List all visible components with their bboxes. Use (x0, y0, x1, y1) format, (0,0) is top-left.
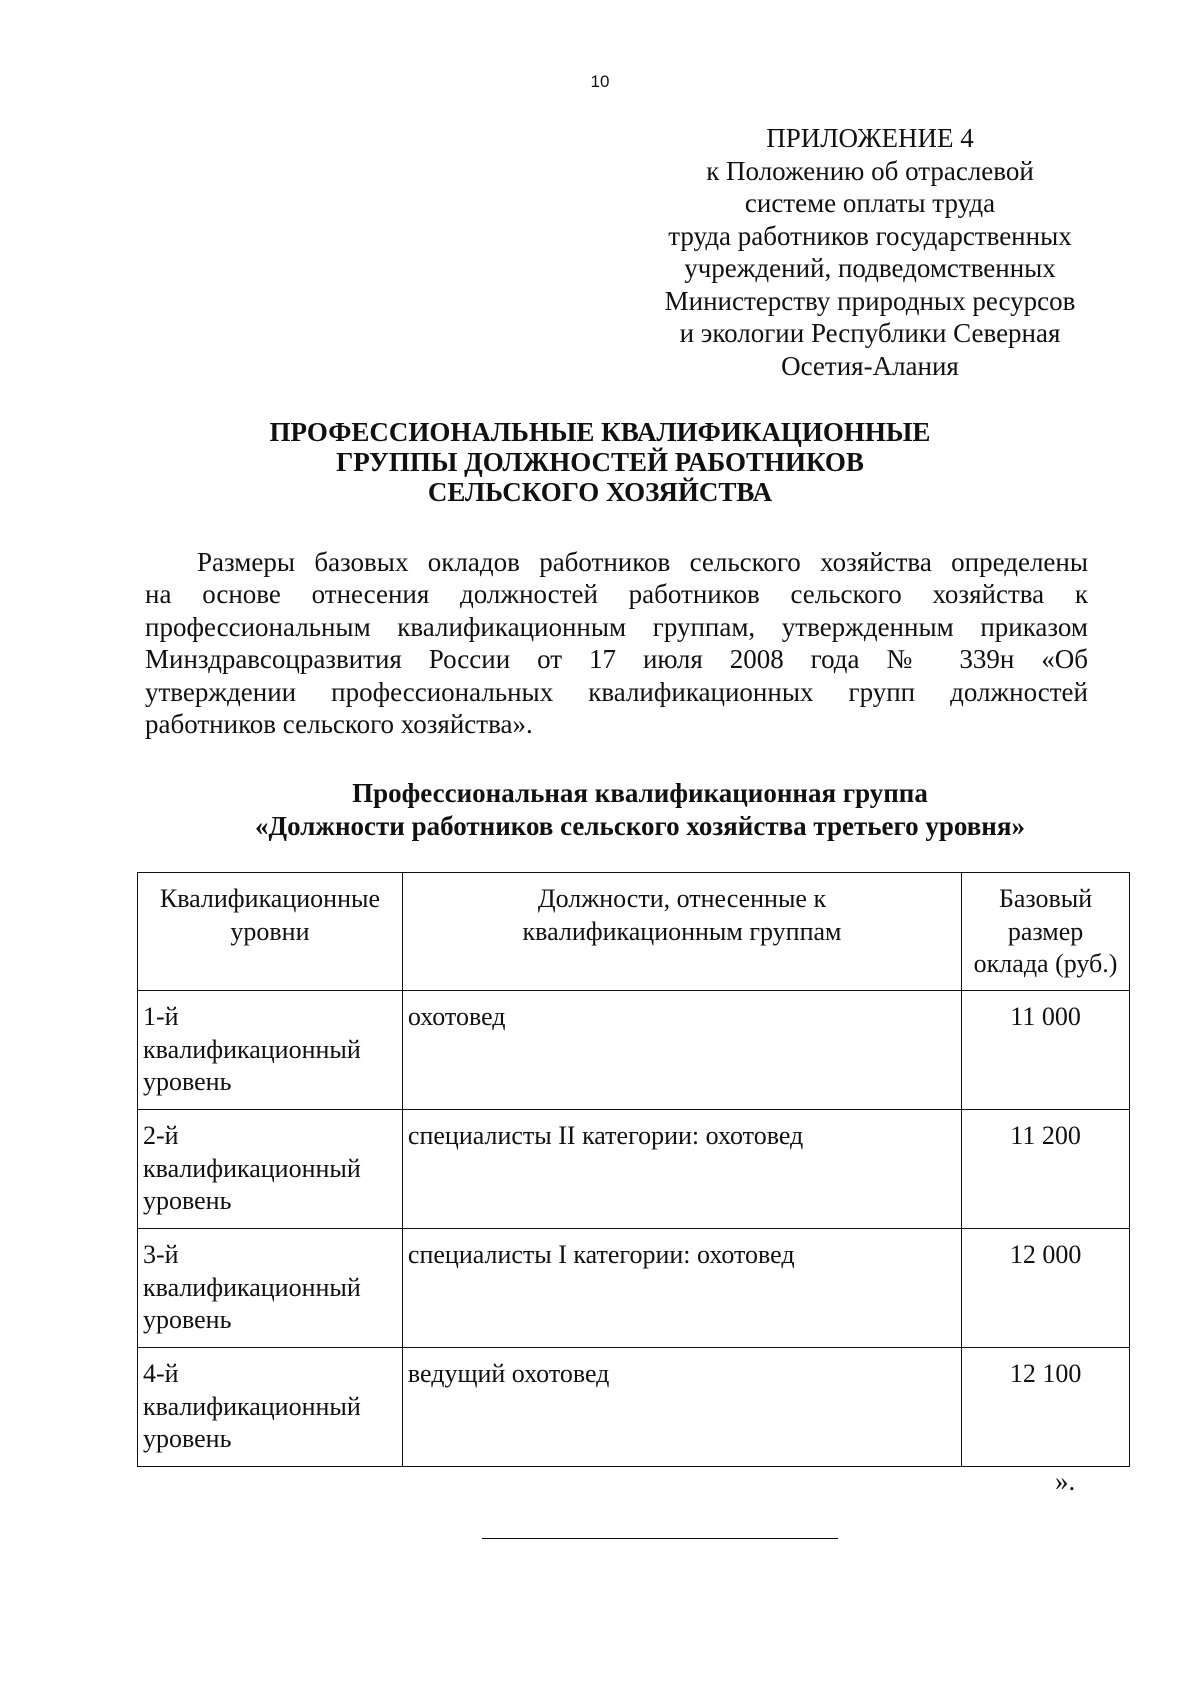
appendix-line: Министерству природных ресурсов (664, 285, 1076, 316)
intro-paragraph (145, 546, 1088, 740)
intro-line: работников сельского хозяйства». (145, 709, 533, 740)
header-text: Базовый (998, 884, 1093, 913)
salary-cell: 12 100 (962, 1348, 1130, 1467)
level-text: квалификационный (143, 1153, 361, 1183)
title-line: ГРУППЫ ДОЛЖНОСТЕЙ РАБОТНИКОВ (336, 447, 864, 477)
salary-cell: 11 200 (962, 1110, 1130, 1229)
header-text: размер (1007, 916, 1084, 946)
level-text: уровень (143, 1305, 232, 1334)
level-text: уровень (143, 1186, 232, 1215)
appendix-line: труда работников государственных (668, 220, 1072, 251)
salary-cell: 11 000 (962, 991, 1130, 1110)
level-text: уровень (143, 1424, 232, 1453)
level-cell (138, 1348, 403, 1467)
level-text: квалификационный (143, 1391, 361, 1421)
salary-table (137, 872, 1130, 1467)
group-title-line: «Должности работников сельского хозяйства третьего уровня» (255, 811, 1025, 841)
position-cell: специалисты I категории: охотовед (402, 1229, 961, 1348)
page-number: 10 (590, 72, 610, 91)
appendix-line: Осетия-Алания (781, 350, 959, 381)
position-cell: специалисты II категории: охотовед (402, 1110, 961, 1229)
header-positions (402, 873, 961, 991)
level-text: 4-й (143, 1359, 179, 1388)
table-header-row (138, 873, 1130, 991)
level-text: уровень (143, 1067, 232, 1096)
closing-quote-mark: ». (1055, 1466, 1076, 1496)
header-text: квалификационным группам (522, 916, 842, 946)
position-cell: охотовед (402, 991, 961, 1110)
group-title (140, 777, 1140, 843)
end-rule (482, 1538, 838, 1539)
level-text: квалификационный (143, 1034, 361, 1064)
header-text: уровни (230, 916, 310, 946)
table-row (138, 1229, 1130, 1348)
level-text: 3-й (143, 1240, 179, 1269)
appendix-line: ПРИЛОЖЕНИЕ 4 (766, 123, 974, 153)
appendix-line: системе оплаты труда (744, 188, 996, 218)
level-text: квалификационный (143, 1272, 361, 1302)
header-text: оклада (руб.) (973, 949, 1118, 978)
level-cell (138, 1229, 403, 1348)
title-line: ПРОФЕССИОНАЛЬНЫЕ КВАЛИФИКАЦИОННЫЕ (269, 417, 931, 447)
salary-cell: 12 000 (962, 1229, 1130, 1348)
intro-line: Минздравсоцразвития России от 17 июля 2008 года № 339н «Об (145, 644, 1088, 675)
table-row (138, 991, 1130, 1110)
intro-line: профессиональным квалификационным группам, утвержденным приказом (145, 611, 1088, 642)
table-row (138, 1110, 1130, 1229)
intro-line: утверждении профессиональных квалификационных групп должностей (145, 676, 1088, 707)
intro-line: на основе отнесения должностей работников сельского хозяйства к (145, 579, 1088, 610)
appendix-line: и экологии Республики Северная (679, 318, 1061, 348)
level-text: 2-й (143, 1121, 179, 1150)
document-title (100, 417, 1100, 507)
header-salary (962, 873, 1130, 991)
appendix-line: учреждений, подведомственных (684, 253, 1056, 283)
appendix-header (620, 122, 1120, 382)
title-line: СЕЛЬСКОГО ХОЗЯЙСТВА (427, 477, 773, 507)
intro-line: Размеры базовых окладов работников сельского хозяйства определены (197, 547, 1088, 577)
group-title-line: Профессиональная квалификационная группа (352, 778, 928, 808)
appendix-line: к Положению об отраслевой (706, 155, 1034, 186)
header-text: Должности, отнесенные к (537, 884, 827, 913)
table-row (138, 1348, 1130, 1467)
level-cell (138, 991, 403, 1110)
position-cell: ведущий охотовед (402, 1348, 961, 1467)
level-cell (138, 1110, 403, 1229)
header-levels (138, 873, 403, 991)
level-text: 1-й (143, 1002, 179, 1031)
header-text: Квалификационные (159, 884, 381, 913)
